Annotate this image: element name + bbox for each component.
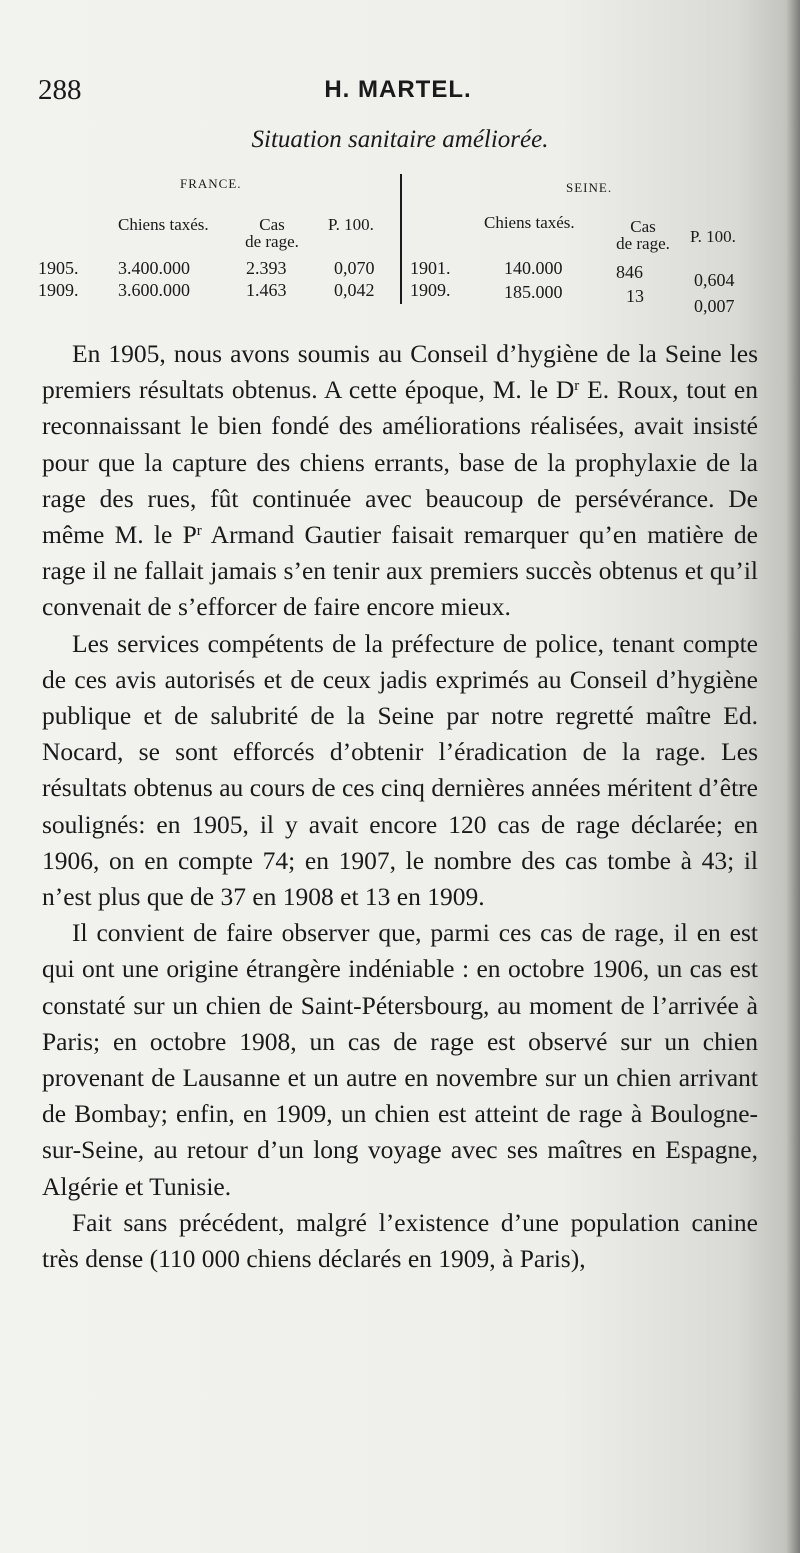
table-caption: Situation sanitaire améliorée. xyxy=(251,126,549,153)
seine-row2-cases: 13 xyxy=(626,286,644,306)
seine-row1-dogs: 140.000 xyxy=(504,258,563,278)
france-row1-dogs: 3.400.000 xyxy=(118,258,190,278)
seine-col-pct: P. 100. xyxy=(690,227,736,246)
table-divider xyxy=(400,174,402,304)
seine-row1-year: 1901. xyxy=(410,258,451,278)
france-row1-year: 1905. xyxy=(38,258,79,278)
statistics-table xyxy=(38,172,768,322)
france-col-cases-line2: de rage. xyxy=(245,232,299,251)
seine-row1-pct: 0,604 xyxy=(694,270,735,290)
seine-row2-dogs: 185.000 xyxy=(504,282,563,302)
region-label-france: FRANCE. xyxy=(180,176,242,191)
abbrev-superscript-pr: r xyxy=(196,523,202,540)
france-row1-cases: 2.393 xyxy=(246,258,287,278)
book-spine-shadow xyxy=(786,0,800,1553)
seine-col-cases-line2: de rage. xyxy=(616,234,670,253)
paragraph-1-part-a: En 1905, nous avons soumis au Conseil d’hygiène de la Seine les premiers résultats obtenus. A cette époque, M. le D xyxy=(42,339,758,405)
france-row2-year: 1909. xyxy=(38,280,79,300)
france-col-cases-line1: Cas xyxy=(259,215,285,234)
abbrev-superscript-dr: r xyxy=(574,378,580,395)
paragraph-1-part-c: Armand Gautier faisait remarquer qu’en matière de rage il ne fallait jamais s’en tenir aux premiers succès obtenus et qu’il convenait de s’efforcer de faire encore mieux. xyxy=(42,520,758,622)
paragraph-3: Il convient de faire observer que, parmi ces cas de rage, il en est qui ont une origine étrangère indéniable : en octobre 1906, un cas est constaté sur un chien de Saint-Pétersbourg, au moment de l’arrivée à Paris; en octobre 1908, un cas de rage est observé sur un chien provenant de Lausanne et un autre en novembre sur un chien arrivant de Bombay; enfin, en 1909, un chien est atteint de rage à Boulogne-sur-Seine, au retour d’un long voyage avec ses maîtres en Espagne, Algérie et Tunisie. xyxy=(42,918,758,1201)
paragraph-1 xyxy=(42,336,758,626)
seine-row2-year: 1909. xyxy=(410,280,451,300)
page-number: 288 xyxy=(38,74,82,106)
running-title: H. MARTEL. xyxy=(324,76,472,103)
france-col-dogs: Chiens taxés. xyxy=(118,215,209,234)
france-row1-pct: 0,070 xyxy=(334,258,375,278)
page-header xyxy=(38,74,758,110)
seine-col-cases-line1: Cas xyxy=(630,217,656,236)
seine-row2-pct: 0,007 xyxy=(694,296,735,316)
paragraph-1-part-b: E. Roux, tout en reconnaissant le bien fondé des améliorations réalisées, avait insisté pour que la capture des chiens errants, base de la prophylaxie de la rage des rues, fût continuée avec beaucoup de persévérance. De même M. le P xyxy=(42,375,758,550)
france-row2-pct: 0,042 xyxy=(334,280,375,300)
france-col-cases xyxy=(222,216,322,250)
paragraph-4: Fait sans précédent, malgré l’existence d’une population canine très dense (110 000 chiens déclarés en 1909, à Paris), xyxy=(42,1207,758,1274)
seine-col-cases xyxy=(598,218,688,252)
france-col-pct: P. 100. xyxy=(328,215,374,234)
france-row2-cases: 1.463 xyxy=(246,280,287,300)
region-label-seine: SEINE. xyxy=(566,180,613,195)
seine-col-dogs: Chiens taxés. xyxy=(484,213,575,232)
france-row2-dogs: 3.600.000 xyxy=(118,280,190,300)
paragraph-2: Les services compétents de la préfecture de police, tenant compte de ces avis autorisés et de ceux jadis exprimés au Conseil d’hygiène publique et de salubrité de la Seine par notre regretté maître Ed. Nocard, se sont efforcés d’obtenir l’éradication de la rage. Les résultats obtenus au cours de ces cinq dernières années méritent d’être soulignés: en 1905, il y avait encore 120 cas de rage déclarée; en 1906, on en compte 74; en 1907, le nombre des cas tombe à 43; il n’est plus que de 37 en 1908 et 13 en 1909. xyxy=(42,628,758,912)
seine-row1-cases: 846 xyxy=(616,262,643,282)
body-text xyxy=(42,336,758,1277)
